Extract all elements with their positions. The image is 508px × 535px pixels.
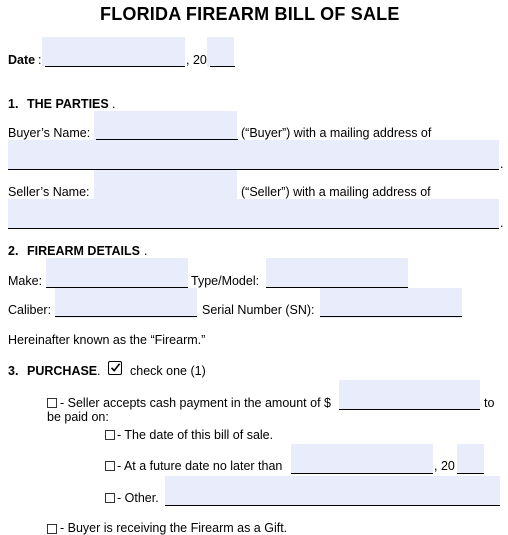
buyer-address-field[interactable] — [8, 140, 499, 170]
be-paid-on-text: be paid on: — [47, 410, 109, 424]
future-year-field[interactable] — [457, 444, 484, 474]
future-date-field[interactable] — [291, 444, 433, 474]
type-model-field[interactable] — [266, 258, 408, 288]
cash-option-checkbox[interactable] — [47, 398, 57, 408]
other-option-field[interactable] — [165, 476, 500, 506]
checked-box-icon — [108, 361, 122, 375]
gift-option-checkbox[interactable] — [47, 524, 57, 534]
date-colon: : — [38, 53, 42, 67]
make-field[interactable] — [46, 258, 188, 288]
date-year-line — [210, 66, 235, 67]
seller-name-field[interactable] — [94, 170, 237, 200]
hereinafter-text: Hereinafter known as the “Firearm.” — [8, 333, 206, 347]
check-one-text: check one (1) — [130, 364, 206, 378]
buyer-suffix: (“Buyer”) with a mailing address of — [241, 126, 432, 140]
future-date-checkbox[interactable] — [105, 461, 115, 471]
other-option-line — [165, 505, 500, 506]
caliber-line — [55, 316, 197, 317]
date-of-sale-checkbox[interactable] — [105, 430, 115, 440]
date-field[interactable] — [42, 37, 185, 67]
date-year-field[interactable] — [207, 37, 234, 67]
type-model-label: Type/Model: — [191, 274, 260, 288]
section-3-heading: PURCHASE — [27, 364, 98, 378]
cash-amount-field[interactable] — [339, 380, 480, 410]
buyer-address-period: . — [500, 157, 504, 171]
seller-address-period: . — [500, 216, 504, 230]
future-year-line — [457, 473, 484, 474]
date-label: Date — [8, 53, 36, 67]
section-1-heading: THE PARTIES — [27, 97, 109, 111]
caliber-label: Caliber: — [8, 303, 52, 317]
future-date-text: - At a future date no later than — [117, 459, 283, 473]
section-1-period: . — [112, 97, 116, 111]
future-date-line — [291, 473, 433, 474]
section-1-number: 1. — [8, 97, 19, 111]
other-option-text: - Other. — [117, 491, 159, 505]
section-2-heading: FIREARM DETAILS — [27, 244, 140, 258]
document-title: FLORIDA FIREARM BILL OF SALE — [100, 4, 400, 24]
buyer-name-label: Buyer’s Name: — [8, 126, 91, 140]
serial-number-label: Serial Number (SN): — [202, 303, 315, 317]
date-of-sale-text: - The date of this bill of sale. — [117, 428, 274, 442]
section-3-number: 3. — [8, 364, 19, 378]
seller-address-line — [8, 228, 499, 229]
cash-option-text: - Seller accepts cash payment in the amount of $ — [60, 396, 331, 410]
future-year-prefix: , 20 — [434, 459, 455, 473]
seller-address-field[interactable] — [8, 199, 499, 229]
section-2-number: 2. — [8, 244, 19, 258]
buyer-address-line — [8, 169, 499, 170]
serial-number-line — [320, 316, 462, 317]
date-line — [45, 66, 185, 67]
cash-amount-line — [339, 409, 480, 410]
gift-option-text: - Buyer is receiving the Firearm as a Gift. — [60, 521, 288, 535]
buyer-name-field[interactable] — [94, 111, 237, 141]
caliber-field[interactable] — [55, 288, 197, 318]
cash-to-text: to — [484, 396, 495, 410]
seller-suffix: (“Seller”) with a mailing address of — [241, 185, 431, 199]
date-year-prefix: , 20 — [186, 53, 207, 67]
make-label: Make: — [8, 274, 43, 288]
section-3-period: . — [97, 364, 101, 378]
serial-number-field[interactable] — [320, 288, 462, 318]
other-option-checkbox[interactable] — [105, 493, 115, 503]
seller-name-label: Seller’s Name: — [8, 185, 90, 199]
section-2-period: . — [144, 244, 148, 258]
